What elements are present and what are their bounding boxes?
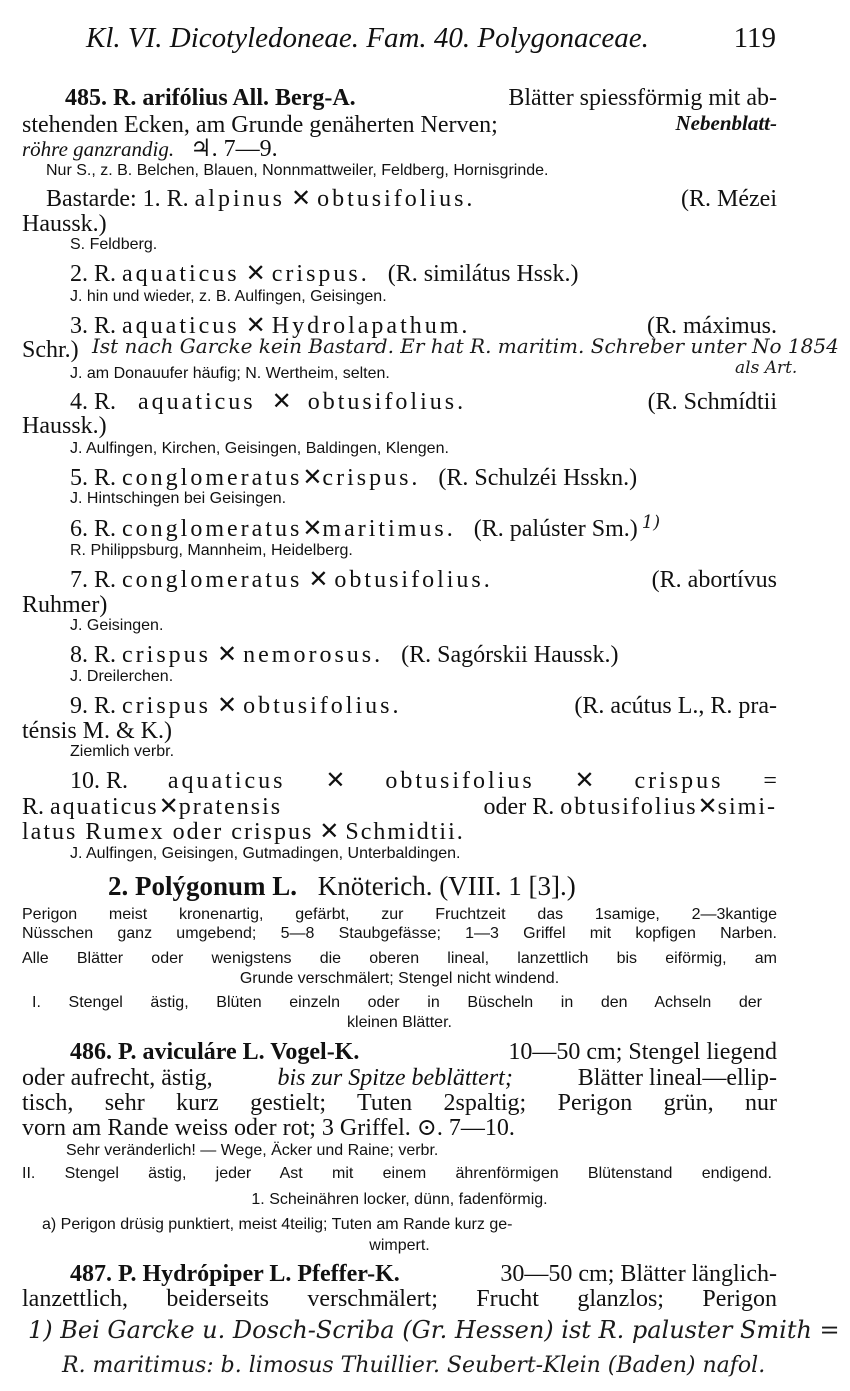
bastard-6-label: 6. R. bbox=[70, 516, 117, 542]
bastard-8-label: 8. R. bbox=[70, 642, 117, 668]
bastard-10-parent1: aquaticus bbox=[167, 768, 286, 794]
bastard-5-synonym: (R. Schulzéi Hsskn.) bbox=[438, 465, 638, 491]
bastard-10-parent2: obtusifolius bbox=[385, 768, 535, 794]
bastard-1-locality: S. Feldberg. bbox=[70, 236, 158, 253]
key-a-line2: wimpert. bbox=[369, 1237, 430, 1254]
entry-486-line1 bbox=[70, 1040, 777, 1064]
bastard-7-line2: Ruhmer) bbox=[22, 592, 108, 618]
genus-subtitle: Knöterich. (VIII. 1 [3].) bbox=[317, 871, 576, 901]
bastard-10-label: 10. R. bbox=[70, 768, 129, 794]
entry-485-text1: Blätter spiessförmig mit ab- bbox=[508, 85, 777, 111]
bastard-10-alt6: Schmidtii. bbox=[345, 819, 465, 845]
handwritten-footnote-line2: R. maritimus: b. limosus Thuillier. Seubert-Klein (Baden) nafol. bbox=[62, 1353, 766, 1378]
bastard-7-locality: J. Geisingen. bbox=[70, 617, 164, 634]
handwritten-footnote-line1: 1) Bei Garcke u. Dosch-Scriba (Gr. Hessen) ist R. paluster Smith = bbox=[28, 1316, 840, 1344]
equals-sign: = bbox=[763, 768, 777, 794]
bastard-10-parent3: crispus bbox=[634, 768, 724, 794]
hybrid-cross-icon: ✕ bbox=[217, 642, 238, 668]
subsection-1-heading: 1. Scheinähren locker, dünn, fadenförmig. bbox=[251, 1191, 548, 1208]
section-1-line1: I. Stengel ästig, Blüten einzeln oder in Büscheln in den Achseln der bbox=[32, 994, 762, 1011]
hybrid-cross-icon: ✕ bbox=[217, 693, 238, 719]
bastard-4-synonym: (R. Schmídtii bbox=[647, 389, 777, 415]
bastard-6-parent1: conglomeratus bbox=[122, 516, 303, 542]
hybrid-cross-icon: ✕ bbox=[158, 794, 179, 820]
bastard-2-parent2: crispus. bbox=[271, 261, 370, 287]
bastard-10-alt1: aquaticus bbox=[50, 794, 159, 820]
bastard-9-parent2: obtusifolius. bbox=[243, 693, 402, 719]
genus-title: 2. Polýgonum L. bbox=[108, 871, 298, 901]
hybrid-cross-icon: ✕ bbox=[302, 465, 323, 491]
entry-485-text3: röhre ganzrandig. bbox=[22, 137, 175, 161]
bastard-7-parent1: conglomeratus bbox=[122, 567, 303, 593]
bastard-3-label: 3. R. bbox=[70, 313, 117, 339]
entry-486-line4: vorn am Rande weiss oder rot; 3 Griffel. ⊙. 7—10. bbox=[22, 1115, 515, 1141]
genus-heading bbox=[108, 873, 576, 900]
bastard-9-locality: Ziemlich verbr. bbox=[70, 743, 175, 760]
bastard-2-synonym: (R. similátus Hssk.) bbox=[387, 261, 579, 287]
bastard-10-line1 bbox=[70, 769, 777, 793]
entry-487-text1: 30—50 cm; Blätter länglich- bbox=[500, 1261, 777, 1287]
bastard-4-parent1: aquaticus bbox=[138, 389, 256, 415]
bastard-4-locality: J. Aulfingen, Kirchen, Geisingen, Baldingen, Klengen. bbox=[70, 440, 449, 457]
entry-486-line2 bbox=[22, 1066, 777, 1090]
bastard-8-locality: J. Dreilerchen. bbox=[70, 668, 174, 685]
bastard-2-parent1: aquaticus bbox=[122, 261, 240, 287]
bastard-5-label: 5. R. bbox=[70, 465, 117, 491]
hybrid-cross-icon: ✕ bbox=[290, 186, 312, 212]
bastard-3-line2: Schr.) bbox=[22, 337, 79, 363]
hybrid-cross-icon: ✕ bbox=[245, 313, 266, 339]
genus-desc-line3: Alle Blätter oder wenigstens die oberen lineal, lanzettlich bis eiförmig, am bbox=[22, 950, 777, 967]
bastard-8-parent1: crispus bbox=[122, 642, 212, 668]
bastard-6-synonym: (R. palúster Sm.) bbox=[473, 516, 638, 542]
hybrid-cross-icon: ✕ bbox=[325, 768, 346, 794]
bastard-9-label: 9. R. bbox=[70, 693, 117, 719]
hybrid-cross-icon: ✕ bbox=[697, 794, 718, 820]
bastard-10-locality: J. Aulfingen, Geisingen, Gutmadingen, Unterbaldingen. bbox=[70, 845, 461, 862]
entry-486-text2: oder aufrecht, ästig, bbox=[22, 1065, 213, 1091]
bastard-4-label: 4. R. bbox=[70, 389, 117, 415]
entry-486-text1: 10—50 cm; Stengel liegend bbox=[508, 1039, 777, 1065]
genus-desc-line1: Perigon meist kronenartig, gefärbt, zur Fruchtzeit das 1samige, 2—3kantige bbox=[22, 906, 777, 923]
entry-486-text2-italic: bis zur Spitze beblättert; bbox=[277, 1065, 513, 1091]
hybrid-cross-icon: ✕ bbox=[319, 819, 340, 845]
bastard-2-line1 bbox=[70, 262, 578, 286]
entry-485-name: 485. R. arifólius All. Berg-A. bbox=[65, 85, 356, 111]
bastard-9-synonym: (R. acútus L., R. pra- bbox=[574, 693, 777, 719]
bastard-5-locality: J. Hintschingen bei Geisingen. bbox=[70, 490, 287, 507]
bastard-1-line2: Haussk.) bbox=[22, 211, 107, 237]
bastard-10-line3 bbox=[22, 820, 465, 844]
section-1-line2: kleinen Blätter. bbox=[347, 1014, 452, 1031]
entry-486-text2c: Blätter lineal—ellip- bbox=[577, 1065, 777, 1091]
entry-486-locality: Sehr veränderlich! — Wege, Äcker und Raine; verbr. bbox=[66, 1142, 439, 1159]
running-header bbox=[86, 24, 776, 53]
bastard-1-label: Bastarde: 1. R. bbox=[46, 186, 189, 212]
hybrid-cross-icon: ✕ bbox=[308, 567, 329, 593]
bastard-5-parent2: crispus. bbox=[322, 465, 421, 491]
entry-486-line3: tisch, sehr kurz gestielt; Tuten 2spaltig; Perigon grün, nur bbox=[22, 1090, 777, 1116]
bastard-10-line2 bbox=[22, 795, 777, 819]
bastard-9-parent1: crispus bbox=[122, 693, 212, 719]
bastard-7-parent2: obtusifolius. bbox=[334, 567, 493, 593]
entry-485-line3 bbox=[22, 137, 278, 161]
handwritten-note-2: als Art. bbox=[735, 358, 798, 378]
bastard-3-parent1: aquaticus bbox=[122, 313, 240, 339]
bastard-7-synonym: (R. abortívus bbox=[651, 567, 777, 593]
bastard-7-label: 7. R. bbox=[70, 567, 117, 593]
entry-486-name: 486. P. aviculáre L. Vogel-K. bbox=[70, 1039, 360, 1065]
handwritten-note-1: Ist nach Garcke kein Bastard. Er hat R. maritim. Schreber unter No 1854 bbox=[92, 334, 839, 358]
page-number: 119 bbox=[733, 22, 776, 54]
entry-487-line2: lanzettlich, beiderseits verschmälert; Frucht glanzlos; Perigon bbox=[22, 1286, 777, 1312]
footnote-marker: 1) bbox=[641, 512, 661, 533]
bastard-2-locality: J. hin und wieder, z. B. Aulfingen, Geisingen. bbox=[70, 288, 387, 305]
genus-desc-line4: Grunde verschmälert; Stengel nicht windend. bbox=[239, 970, 560, 987]
bastard-2-label: 2. R. bbox=[70, 261, 117, 287]
bastard-4-line2: Haussk.) bbox=[22, 413, 107, 439]
bastard-3-parent2: Hydrolapathum. bbox=[271, 313, 471, 339]
bastard-10-genus: R. bbox=[22, 794, 45, 820]
bastard-6-line1 bbox=[70, 512, 661, 542]
entry-485-line2 bbox=[22, 113, 777, 137]
bastard-4-line1 bbox=[70, 390, 777, 414]
entry-485-text2b: Nebenblatt- bbox=[675, 111, 777, 135]
entry-485-flowering: ♃. 7—9. bbox=[190, 136, 278, 162]
bastard-1-synonym: (R. Mézei bbox=[681, 186, 777, 212]
bastard-1-parent2: obtusifolius. bbox=[317, 186, 476, 212]
bastard-10-alt3: obtusifolius bbox=[560, 794, 698, 820]
bastard-10-alt2: pratensis bbox=[178, 794, 283, 820]
header-title: Kl. VI. Dicotyledoneae. Fam. 40. Polygonaceae. bbox=[86, 22, 649, 54]
bastard-8-line1 bbox=[70, 643, 618, 667]
bastard-9-line2: ténsis M. & K.) bbox=[22, 718, 172, 744]
bastard-10-oder: oder R. bbox=[483, 794, 555, 820]
hybrid-cross-icon: ✕ bbox=[245, 261, 266, 287]
bastard-3-locality: J. am Donauufer häufig; N. Wertheim, selten. bbox=[70, 365, 390, 382]
bastard-5-parent1: conglomeratus bbox=[122, 465, 303, 491]
section-2-heading: II. Stengel ästig, jeder Ast mit einem ährenförmigen Blütenstand endigend. bbox=[22, 1165, 772, 1182]
hybrid-cross-icon: ✕ bbox=[302, 516, 323, 542]
bastard-1-parent1: alpinus bbox=[194, 186, 285, 212]
bastard-9-line1 bbox=[70, 694, 777, 718]
bastard-7-line1 bbox=[70, 568, 777, 592]
entry-485-line1 bbox=[65, 86, 777, 110]
bastard-8-synonym: (R. Sagórskii Haussk.) bbox=[401, 642, 619, 668]
entry-487-line1 bbox=[70, 1262, 777, 1286]
bastard-10-alt4: simi- bbox=[717, 794, 777, 820]
hybrid-cross-icon: ✕ bbox=[574, 768, 595, 794]
bastard-8-parent2: nemorosus. bbox=[243, 642, 384, 668]
entry-485-locality: Nur S., z. B. Belchen, Blauen, Nonnmattweiler, Feldberg, Hornisgrinde. bbox=[46, 162, 549, 179]
bastard-1-line1 bbox=[46, 187, 777, 211]
hybrid-cross-icon: ✕ bbox=[271, 389, 292, 415]
bastard-6-parent2: maritimus. bbox=[322, 516, 456, 542]
bastard-5-line1 bbox=[70, 466, 637, 490]
genus-desc-line2: Nüsschen ganz umgebend; 5—8 Staubgefässe; 1—3 Griffel mit kopfigen Narben. bbox=[22, 925, 777, 942]
entry-487-name: 487. P. Hydrópiper L. Pfeffer-K. bbox=[70, 1261, 400, 1287]
key-a-line1: a) Perigon drüsig punktiert, meist 4teilig; Tuten am Rande kurz ge- bbox=[42, 1216, 513, 1233]
bastard-6-locality: R. Philippsburg, Mannheim, Heidelberg. bbox=[70, 542, 353, 559]
entry-485-text2: stehenden Ecken, am Grunde genäherten Nerven; bbox=[22, 112, 498, 138]
bastard-3-synonym: (R. máximus. bbox=[647, 313, 777, 339]
bastard-4-parent2: obtusifolius. bbox=[307, 389, 467, 415]
bastard-10-alt5: latus Rumex oder crispus bbox=[22, 819, 314, 845]
